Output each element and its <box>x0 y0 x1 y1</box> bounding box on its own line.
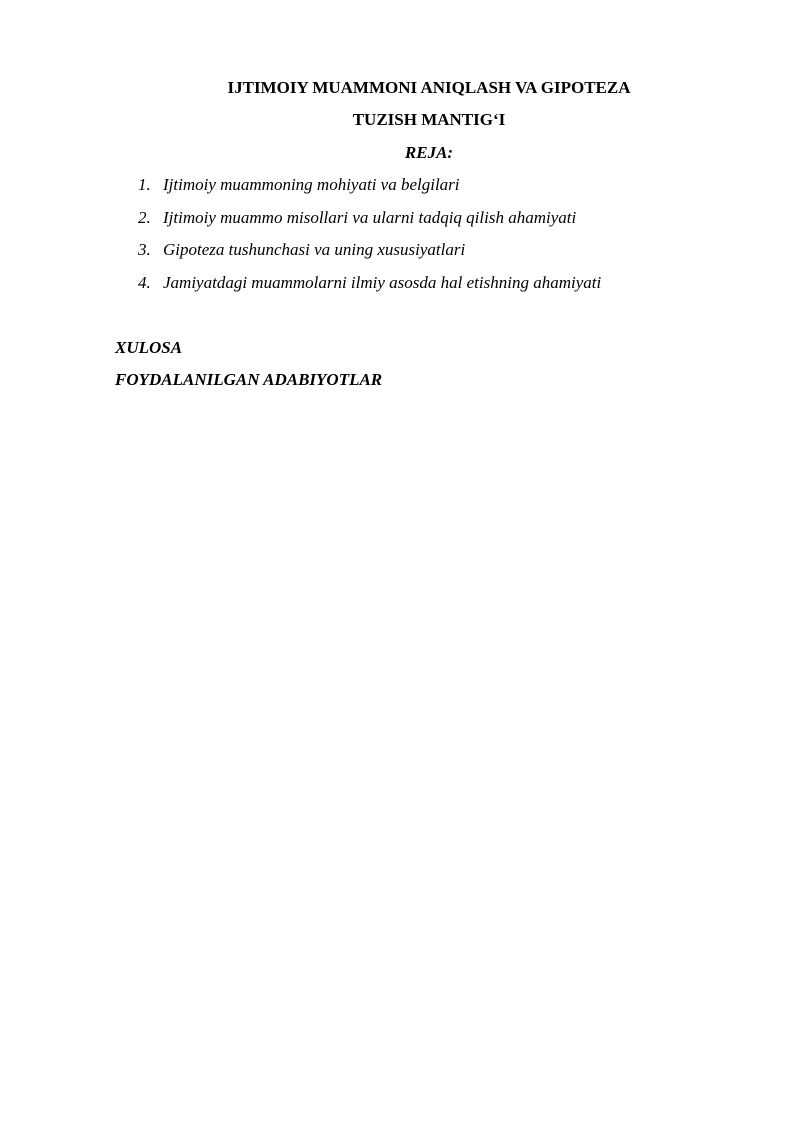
plan-heading: REJA: <box>404 143 454 162</box>
conclusion-heading: XULOSA <box>115 338 183 357</box>
plan-item-number: 3. <box>138 240 151 259</box>
document-title-line-2: TUZISH MANTIG‘I <box>352 110 506 129</box>
plan-item-number: 2. <box>138 207 151 227</box>
plan-item-text: Jamiyatdagi muammolarni ilmiy asosda hal etishning ahamiyati <box>163 272 602 292</box>
plan-list <box>138 175 601 305</box>
plan-item-number: 4. <box>138 272 151 292</box>
plan-item <box>138 240 601 273</box>
plan-item <box>138 175 601 208</box>
plan-item-text: Gipoteza tushunchasi va uning xususiyatlari <box>163 240 466 259</box>
plan-item <box>138 208 601 241</box>
references-heading: FOYDALANILGAN ADABIYOTLAR <box>115 370 383 389</box>
plan-item-number: 1. <box>138 175 151 194</box>
plan-item <box>138 273 601 306</box>
plan-item-text: Ijtimoiy muammo misollari va ularni tadqiq qilish ahamiyati <box>163 207 577 227</box>
plan-item-text: Ijtimoiy muammoning mohiyati va belgilari <box>163 175 460 194</box>
document-title-line-1: IJTIMOIY MUAMMONI ANIQLASH VA GIPOTEZA <box>227 78 631 97</box>
